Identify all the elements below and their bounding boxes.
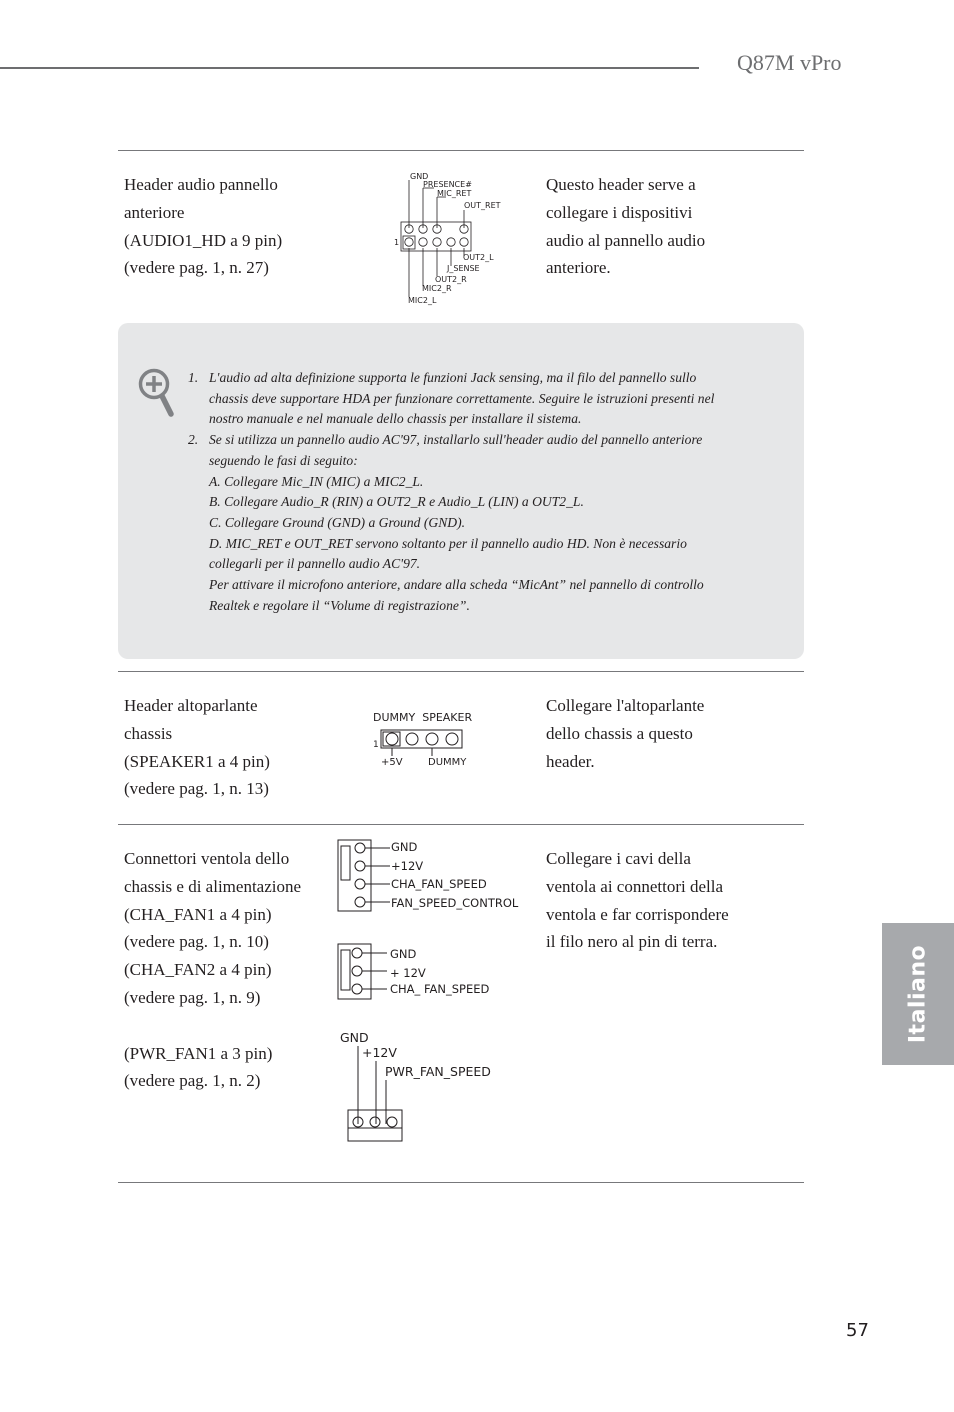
svg-text:PWR_FAN_SPEED: PWR_FAN_SPEED <box>385 1064 491 1079</box>
svg-text:OUT2_R: OUT2_R <box>435 275 467 284</box>
notes-list <box>188 368 758 616</box>
svg-text:+ 12V: + 12V <box>390 966 426 980</box>
svg-text:+12V: +12V <box>391 859 424 873</box>
svg-text:GND: GND <box>390 947 417 961</box>
pwr-fan-3pin-diagram <box>336 1028 516 1146</box>
note-item: 1. L'audio ad alta definizione supporta le funzioni Jack sensing, ma il filo del pannello sullo chassis deve supportare HDA per funzionare correttamente. Seguire le istruzioni presenti nel nostro manuale e nel manuale dello chassis per installare il sistema. <box>188 370 715 427</box>
speaker-header-instructions: Collegare l'altoparlante dello chassis a questo header. <box>546 696 705 771</box>
speaker-pin-diagram <box>368 706 498 772</box>
svg-text:DUMMY: DUMMY <box>428 757 467 768</box>
audio-header-description: Header audio pannello anteriore (AUDIO1_HD a 9 pin) (vedere pag. 1, n. 27) <box>124 175 283 278</box>
svg-text:GND: GND <box>410 172 429 181</box>
svg-text:MIC2_L: MIC2_L <box>408 296 437 305</box>
section-divider <box>118 1182 804 1183</box>
section-divider <box>118 150 804 151</box>
cha-fan-3pin-diagram <box>334 940 524 1004</box>
svg-text:FAN_SPEED_CONTROL: FAN_SPEED_CONTROL <box>391 896 519 910</box>
magnifier-plus-icon <box>138 367 178 419</box>
svg-text:1: 1 <box>373 740 379 750</box>
section-divider <box>118 824 804 825</box>
page-number: 57 <box>846 1320 869 1341</box>
svg-text:+5V: +5V <box>381 757 403 768</box>
cha-fan-4pin-diagram <box>334 836 534 916</box>
svg-text:MIC_RET: MIC_RET <box>437 189 472 198</box>
svg-text:GND: GND <box>391 840 418 854</box>
svg-text:CHA_FAN_SPEED: CHA_FAN_SPEED <box>391 877 487 891</box>
svg-text:OUT_RET: OUT_RET <box>464 201 501 210</box>
svg-text:J_SENSE: J_SENSE <box>447 264 480 273</box>
note-item: 2. Se si utilizza un pannello audio AC'97, installarlo sull'header audio del pannello anteriore seguendo le fasi di seguito: A. Collegare Mic_IN (MIC) a MIC2_L. B. Collegare Audio_R (RIN) a OUT2_R e Audio_L (LIN) a OUT2_L. C. Collegare Ground (GND) a Ground (GND). D. MIC_RET e OUT_RET servono soltanto per il pannello audio HD. Non è necessario collegarli per il pannello audio AC'97. Per attivare il microfono anteriore, andare alla scheda “MicAnt” nel pannello di controllo Realtek e regolare il “Volume di registrazione”. <box>188 432 704 613</box>
fan-connectors-description: Connettori ventola dello chassis e di alimentazione (CHA_FAN1 a 4 pin) (vedere pag. 1, n. 10) (CHA_FAN2 a 4 pin) (vedere pag. 1, n. 9) (PWR_FAN1 a 3 pin) (vedere pag. 1, n. 2) <box>124 849 302 1091</box>
fan-connectors-instructions: Collegare i cavi della ventola ai connettori della ventola e far corrispondere il filo nero al pin di terra. <box>546 849 729 952</box>
audio-header-instructions: Questo header serve a collegare i dispositivi audio al pannello audio anteriore. <box>546 175 706 278</box>
svg-text:OUT2_L: OUT2_L <box>463 253 494 262</box>
speaker-header-description: Header altoparlante chassis (SPEAKER1 a 4 pin) (vedere pag. 1, n. 13) <box>124 696 270 799</box>
svg-text:CHA_ FAN_SPEED: CHA_ FAN_SPEED <box>390 982 490 996</box>
model-title: Q87M vPro <box>737 50 842 75</box>
header-rule <box>0 67 699 69</box>
section-divider <box>118 671 804 672</box>
svg-text:+12V: +12V <box>362 1045 397 1060</box>
svg-text:MIC2_R: MIC2_R <box>422 284 452 293</box>
svg-text:GND: GND <box>340 1030 369 1045</box>
audio-pin-diagram <box>390 166 510 308</box>
language-side-tab: Italiano <box>882 923 954 1065</box>
svg-text:DUMMY SPEAKER: DUMMY SPEAKER <box>373 711 473 724</box>
svg-text:1: 1 <box>394 238 400 247</box>
svg-text:PRESENCE#: PRESENCE# <box>423 180 472 189</box>
